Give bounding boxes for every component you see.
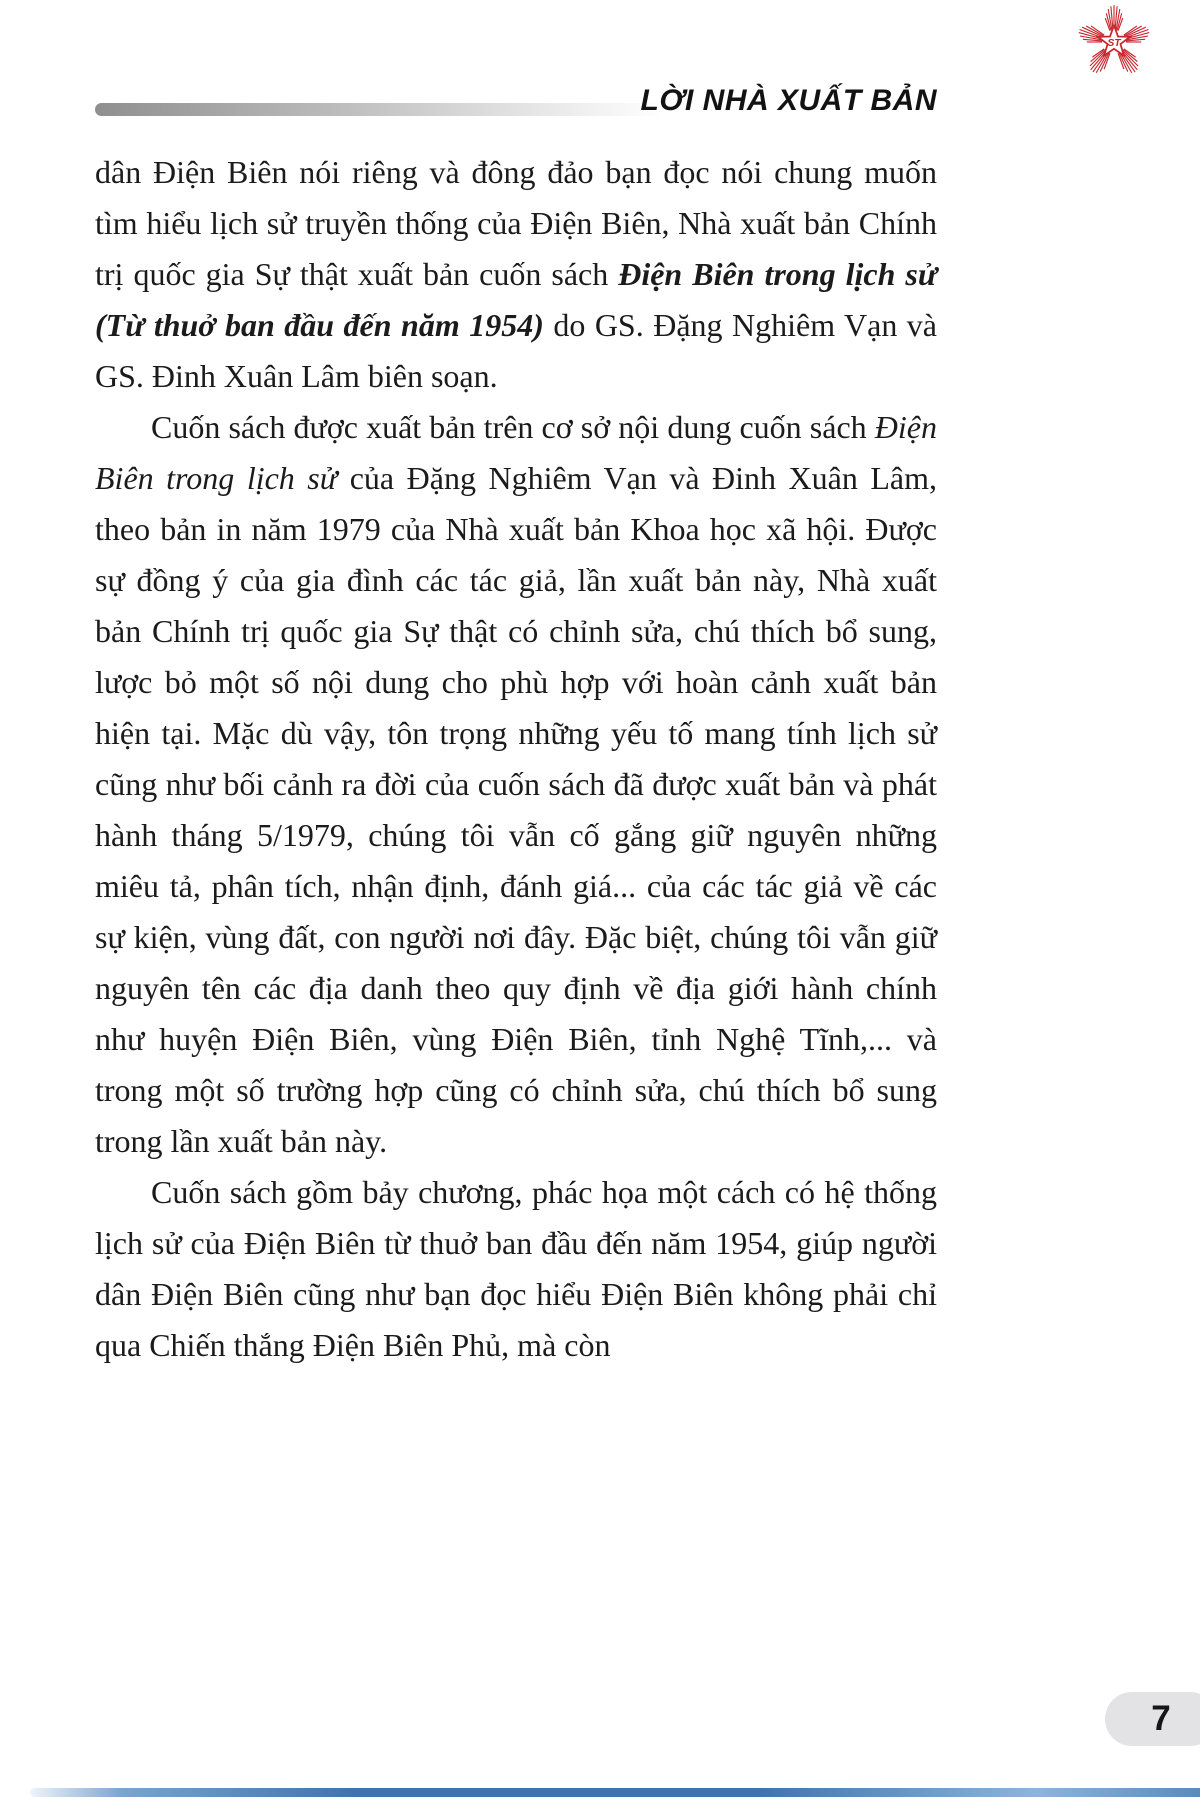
text-segment: của Đặng Nghiêm Vạn và Đinh Xuân Lâm, theo bản in năm 1979 của Nhà xuất bản Khoa học xã hội. Được sự đồng ý của gia đình các tác giả, lần xuất bản này, Nhà xuất bản Chính trị quốc gia Sự thật có chỉnh sửa, chú thích bổ sung, lược bỏ một số nội dung cho phù hợp với hoàn cảnh xuất bản hiện tại. Mặc dù vậy, tôn trọng những yếu tố mang tính lịch sử cũng như bối cảnh ra đời của cuốn sách đã được xuất bản và phát hành tháng 5/1979, chúng tôi vẫn cố gắng giữ nguyên những miêu tả, phân tích, nhận định, đánh giá... của các tác giả về các sự kiện, vùng đất, con người nơi đây. Đặc biệt, chúng tôi vẫn giữ nguyên tên các địa danh theo quy định về địa giới hành chính như huyện Điện Biên, vùng Điện Biên, tỉnh Nghệ Tĩnh,... và trong một số trường hợp cũng có chỉnh sửa, chú thích bổ sung trong lần xuất bản này. <box>95 460 938 1159</box>
text-segment: do GS. Đặng Nghiêm Vạn và GS. Đinh Xuân Lâm biên soạn. <box>95 307 938 394</box>
paragraph <box>95 1167 937 1371</box>
text-segment: Cuốn sách gồm bảy chương, phác họa một cách có hệ thống lịch sử của Điện Biên từ thuở ban đầu đến năm 1954, giúp người dân Điện Biên cũng như bạn đọc hiểu Điện Biên không phải chỉ qua Chiến thắng Điện Biên Phủ, mà còn <box>95 1174 937 1363</box>
text-segment: Cuốn sách được xuất bản trên cơ sở nội dung cuốn sách <box>151 409 875 445</box>
page-title: LỜI NHÀ XUẤT BẢN <box>640 84 937 117</box>
logo-monogram: ST <box>1107 38 1121 49</box>
text-segment: dân Điện Biên nói riêng và đông đảo bạn đọc nói chung muốn tìm hiểu lịch sử truyền thống của Điện Biên, Nhà xuất bản Chính trị quốc gia Sự thật xuất bản cuốn sách <box>95 154 937 292</box>
text-segment: Điện Biên trong lịch sử <box>95 409 937 496</box>
publisher-logo <box>1072 2 1156 82</box>
page-number-badge <box>1105 1692 1200 1746</box>
footer-rule <box>30 1788 1200 1797</box>
text-segment: Điện Biên trong lịch sử (Từ thuở ban đầu đến năm 1954) <box>95 256 937 343</box>
paragraph <box>95 147 937 402</box>
page-number: 7 <box>1151 1699 1171 1738</box>
paragraph <box>95 402 937 1167</box>
star-burst-icon <box>1072 2 1156 82</box>
body-text <box>95 147 937 1371</box>
